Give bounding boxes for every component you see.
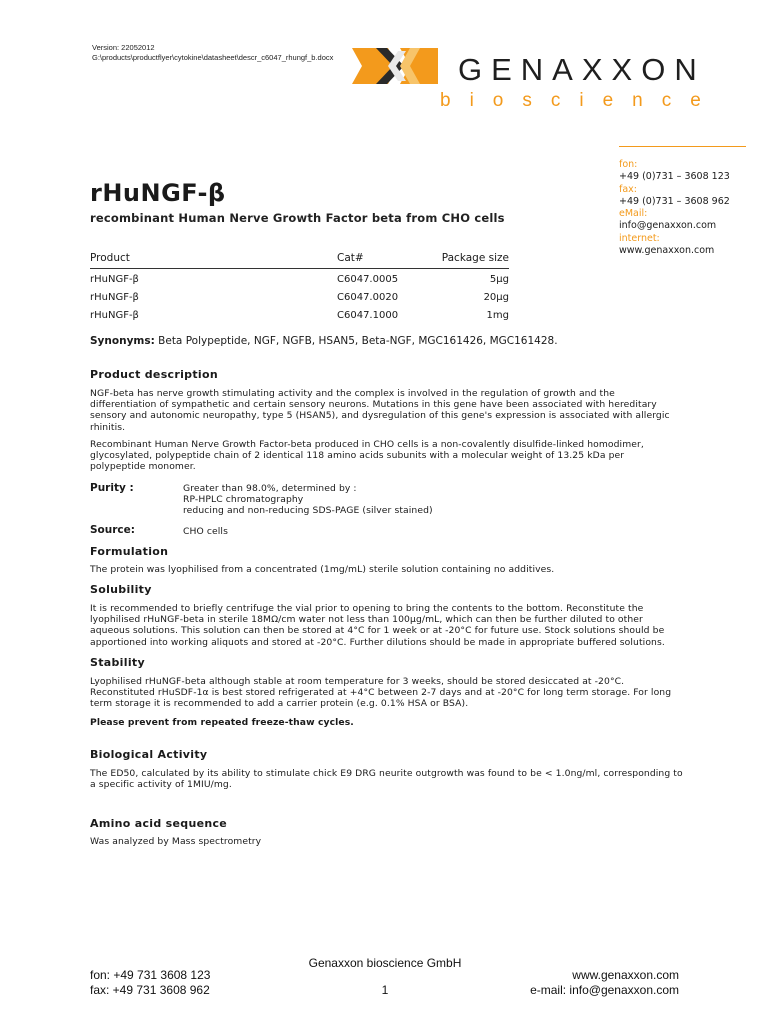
footer-web-link[interactable]: www.genaxxon.com xyxy=(572,968,679,982)
file-path-text: G:\products\productflyer\cytokine\datasheet\descr_c6047_rhungf_b.docx xyxy=(92,53,334,62)
product-description-p1: NGF-beta has nerve growth stimulating activity and the complex is involved in the regulation of growth and the differentiation of sympathetic and certain sensory neurons. Mutations in this gene have been associated with hereditary sensory and autonomic neuropathy, type 5 (HSAN5), and dysregulation of this gene's expression is associated with allergic rhinitis. xyxy=(90,388,670,433)
biological-activity-heading: Biological Activity xyxy=(90,748,208,761)
cell-package: 5µg xyxy=(489,274,509,285)
logo-subtitle: bioscience xyxy=(440,90,720,111)
table-row xyxy=(90,269,509,288)
header-product: Product xyxy=(90,252,337,269)
solubility-heading: Solubility xyxy=(90,583,152,596)
footer-fax: fax: +49 731 3608 962 xyxy=(90,983,210,997)
document-meta xyxy=(92,43,333,63)
product-table xyxy=(90,252,509,323)
email-link[interactable]: info@genaxxon.com xyxy=(619,220,717,232)
solubility-text: It is recommended to briefly centrifuge the vial prior to opening to bring the contents to the bottom. Reconstitute the lyophilised rHuNGF-beta in sterile 18MΩ/cm water not less than 100µg/mL, which can then be further diluted to other aqueous solutions. This solution can then be stored at 4°C for 1 week or at -20°C for future use. Stock solutions should be apportioned into working aliquots and stored at -20°C. Further dilutions should be made in appropriate buffered solutions. xyxy=(90,603,665,648)
amino-acid-text: Was analyzed by Mass spectrometry xyxy=(90,836,262,847)
stability-text: Lyophilised rHuNGF-beta although stable at room temperature for 3 weeks, should be stored desiccated at -20°C. Reconstituted rHuSDF-1α is best stored refrigerated at +4°C between 2-7 days and at -20°C for long term storage. For long term storage it is recommended to add a carrier protein (e.g. 0.1% HSA or BSA). xyxy=(90,676,672,710)
stability-warning: Please prevent from repeated freeze-thaw cycles. xyxy=(90,717,354,728)
cell-product: rHuNGF-β xyxy=(90,274,139,285)
email-label: eMail: xyxy=(619,208,648,220)
footer-fon: fon: +49 731 3608 123 xyxy=(90,968,211,982)
fax-label: fax: xyxy=(619,183,637,195)
cell-product: rHuNGF-β xyxy=(90,292,139,303)
stability-heading: Stability xyxy=(90,656,145,669)
footer-right xyxy=(530,968,679,998)
product-description-heading: Product description xyxy=(90,368,218,381)
fax-value: +49 (0)731 – 3608 962 xyxy=(619,195,730,207)
biological-activity-text: The ED50, calculated by its ability to stimulate chick E9 DRG neurite outgrowth was found to be < 1.0ng/ml, corresponding to a specific activity of 1MIU/mg. xyxy=(90,768,683,791)
contact-divider xyxy=(619,146,746,147)
cell-package: 1mg xyxy=(486,310,509,321)
internet-label: internet: xyxy=(619,232,660,244)
purity-line: Greater than 98.0%, determined by : xyxy=(183,483,357,494)
logo-wordmark: GENAXXON xyxy=(458,52,706,87)
purity-values xyxy=(183,483,433,517)
synonyms-line xyxy=(90,335,558,347)
header-package: Package size xyxy=(437,252,509,269)
contact-block xyxy=(619,159,730,257)
cell-product: rHuNGF-β xyxy=(90,310,139,321)
fon-label: fon: xyxy=(619,159,638,170)
footer-email-link[interactable]: e-mail: info@genaxxon.com xyxy=(530,983,679,997)
page-subtitle: recombinant Human Nerve Growth Factor beta from CHO cells xyxy=(90,211,505,225)
cell-cat: C6047.0020 xyxy=(337,292,399,303)
purity-line: RP-HPLC chromatography xyxy=(183,494,304,506)
synonyms-label: Synonyms: xyxy=(90,335,155,347)
version-text: Version: 22052012 xyxy=(92,43,155,52)
purity-label: Purity : xyxy=(90,482,134,494)
amino-acid-heading: Amino acid sequence xyxy=(90,817,228,830)
product-description-p2: Recombinant Human Nerve Growth Factor-beta produced in CHO cells is a non-covalently disulfide-linked homodimer, glycosylated, polypeptide chain of 2 identical 118 amino acids subunits with a molecular weight of 13.25 kDa per polypeptide monomer. xyxy=(90,439,644,473)
footer-company: Genaxxon bioscience GmbH xyxy=(308,956,462,970)
header-cat: Cat# xyxy=(337,252,437,269)
page-number: 1 xyxy=(381,983,389,997)
table-header-row xyxy=(90,252,509,269)
cell-package: 20µg xyxy=(483,292,509,303)
genaxxon-x-logo-icon xyxy=(352,48,438,84)
page-title: rHuNGF-β xyxy=(90,179,226,207)
cell-cat: C6047.1000 xyxy=(337,310,399,321)
purity-line: reducing and non-reducing SDS-PAGE (silver stained) xyxy=(183,505,433,517)
synonyms-text: Beta Polypeptide, NGF, NGFB, HSAN5, Beta-NGF, MGC161426, MGC161428. xyxy=(158,335,558,347)
source-value: CHO cells xyxy=(183,526,228,537)
table-row xyxy=(90,305,509,323)
fon-value: +49 (0)731 – 3608 123 xyxy=(619,171,730,183)
internet-link[interactable]: www.genaxxon.com xyxy=(619,245,715,257)
formulation-heading: Formulation xyxy=(90,545,169,558)
formulation-text: The protein was lyophilised from a concentrated (1mg/mL) sterile solution containing no additives. xyxy=(90,564,555,575)
table-row xyxy=(90,287,509,305)
cell-cat: C6047.0005 xyxy=(337,274,399,285)
source-label: Source: xyxy=(90,524,135,536)
